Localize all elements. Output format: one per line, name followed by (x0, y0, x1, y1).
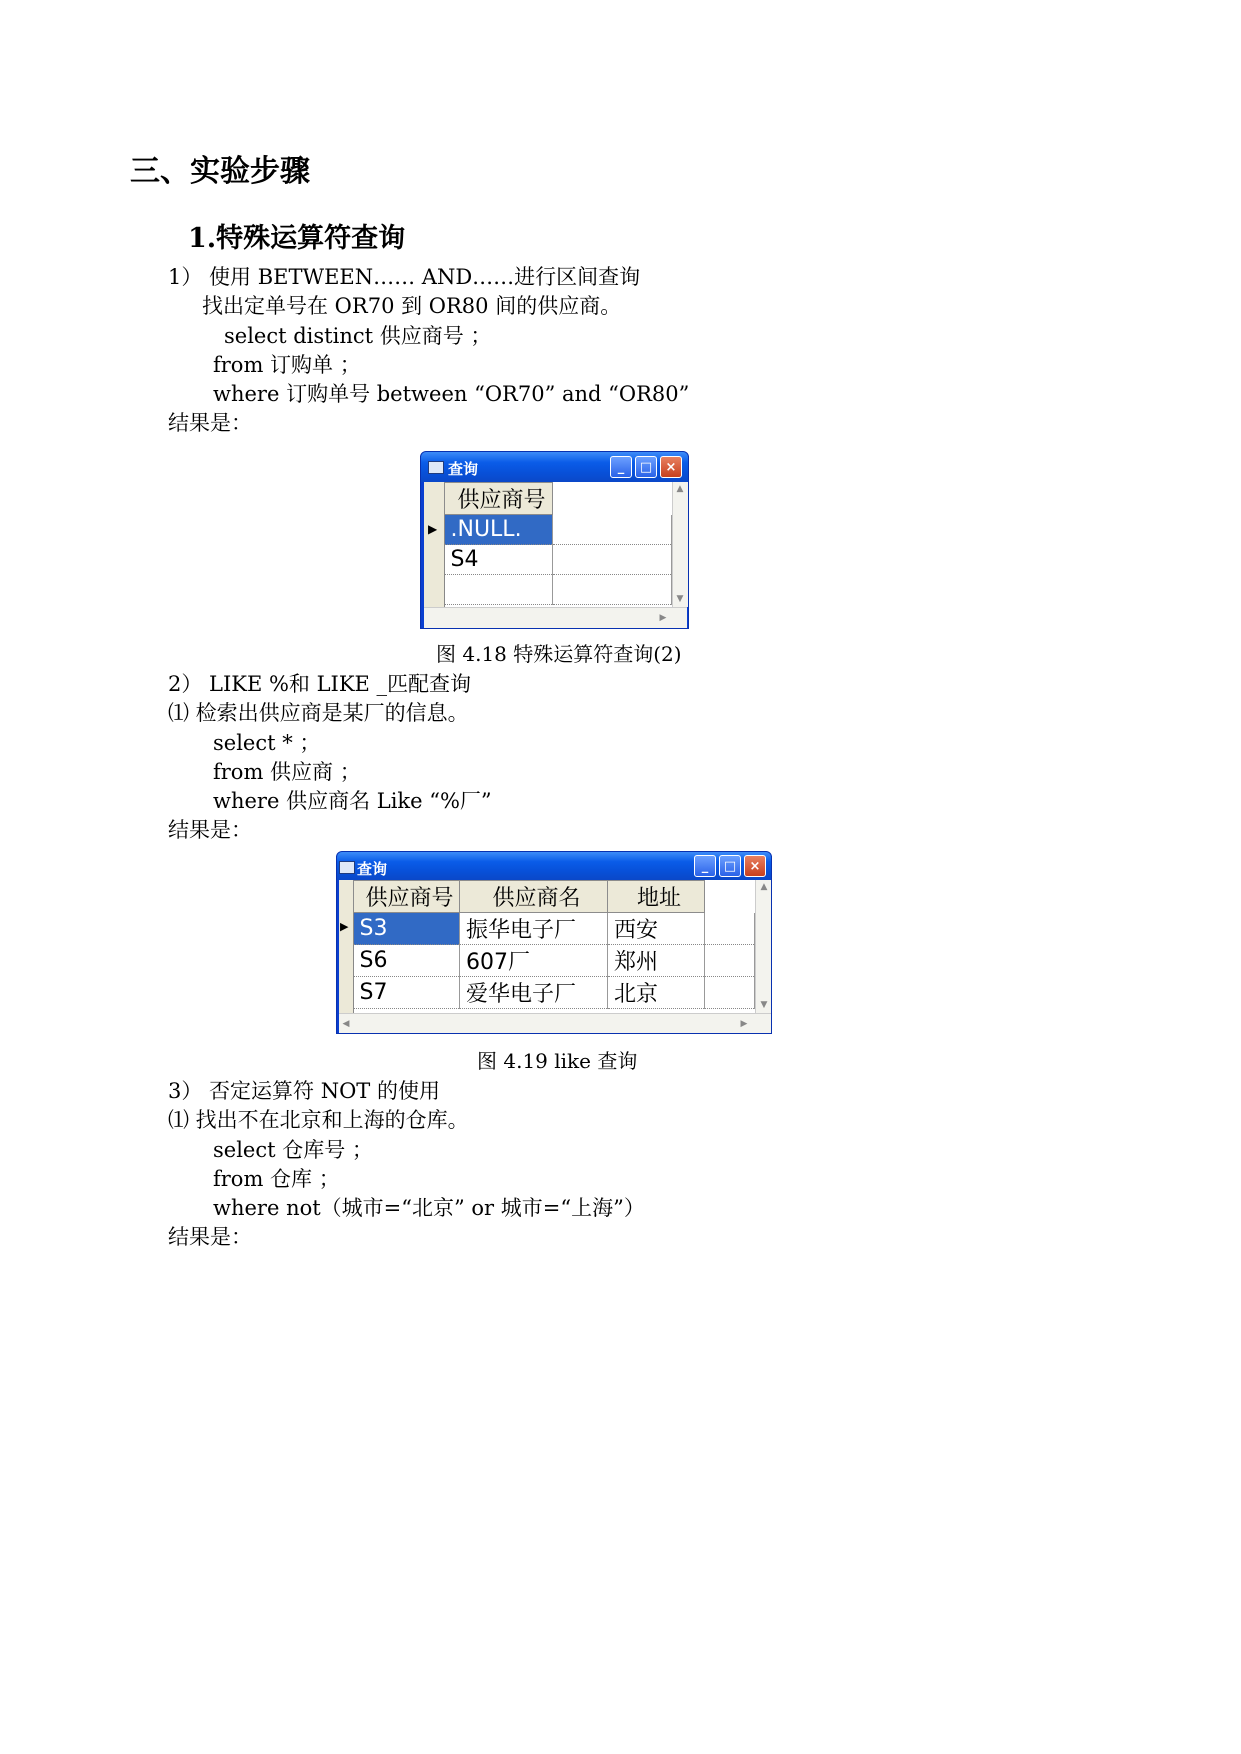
part1-title: 1） 使用 BETWEEN…… AND……进行区间查询 (168, 265, 641, 289)
part3-sql-line: select 仓库号 ； (213, 1138, 373, 1162)
grid-cell[interactable]: S3 (354, 913, 460, 945)
grid-cell[interactable]: 爱华电子厂 (460, 977, 608, 1009)
part2-title: 2） LIKE %和 LIKE _匹配查询 (168, 672, 472, 696)
horizontal-scrollbar[interactable] (339, 1013, 771, 1034)
column-header[interactable]: 供应商名 (460, 881, 608, 913)
part2-desc: ⑴ 检索出供应商是某厂的信息。 (168, 701, 469, 725)
title-bar[interactable] (421, 452, 688, 482)
window-title: 查询 (448, 460, 479, 478)
scroll-down-icon[interactable]: ▼ (676, 594, 684, 604)
grid-cell[interactable]: .NULL. (445, 515, 553, 545)
scroll-left-icon[interactable]: ◀ (342, 1019, 350, 1029)
result-grid-2[interactable] (353, 880, 755, 1009)
minimize-button[interactable]: _ (694, 855, 716, 877)
close-button[interactable]: × (744, 855, 766, 877)
title-bar[interactable] (337, 852, 771, 880)
scroll-up-icon[interactable]: ▲ (676, 484, 684, 494)
part3-title: 3） 否定运算符 NOT 的使用 (168, 1079, 440, 1103)
part3-sql-line: from 仓库 ； (213, 1167, 340, 1191)
column-header-empty (705, 881, 755, 913)
grid-cell-empty (553, 545, 672, 575)
subsection-heading: 1.特殊运算符查询 (188, 223, 406, 254)
grid-cell[interactable]: 郑州 (608, 945, 705, 977)
part1-sql-line: select distinct 供应商号 ； (224, 324, 492, 348)
grid-cell-empty (445, 575, 553, 605)
column-header-empty (553, 483, 672, 515)
scroll-up-icon[interactable]: ▲ (760, 882, 768, 892)
horizontal-scrollbar[interactable] (424, 607, 687, 628)
maximize-button[interactable]: □ (635, 456, 657, 478)
query-window-1[interactable] (420, 451, 689, 629)
minimize-button[interactable]: _ (610, 456, 632, 478)
vertical-scrollbar[interactable] (672, 482, 688, 607)
grid-cell-empty (705, 913, 755, 945)
grid-cell-empty (553, 575, 672, 605)
section-heading: 三、实验步骤 (130, 154, 310, 189)
part1-sql-line: from 订购单 ； (213, 353, 361, 377)
part3-sql-line: where not（城市=“北京” or 城市=“上海”） (213, 1196, 645, 1220)
part1-desc: 找出定单号在 OR70 到 OR80 间的供应商。 (202, 294, 622, 318)
grid-cell[interactable]: S4 (445, 545, 553, 575)
vertical-scrollbar[interactable] (755, 880, 772, 1013)
part1-sql-line: where 订购单号 between “OR70” and “OR80” (213, 382, 690, 406)
part3-result-label: 结果是： (168, 1225, 252, 1249)
part2-sql-line: select * ； (213, 731, 321, 755)
window-title: 查询 (357, 860, 388, 878)
grid-cell[interactable]: S7 (354, 977, 460, 1009)
grid-cell-empty (553, 515, 672, 545)
current-row-arrow-icon: ▶ (340, 920, 349, 933)
part2-sql-line: where 供应商名 Like “%厂” (213, 789, 492, 813)
maximize-button[interactable]: □ (719, 855, 741, 877)
grid-cell[interactable]: 北京 (608, 977, 705, 1009)
scroll-right-icon[interactable]: ▶ (659, 613, 667, 623)
column-header[interactable]: 供应商号 (445, 483, 553, 515)
column-header[interactable]: 供应商号 (354, 881, 460, 913)
result-grid-1[interactable] (444, 482, 672, 605)
part3-desc: ⑴ 找出不在北京和上海的仓库。 (168, 1108, 469, 1132)
column-header[interactable]: 地址 (608, 881, 705, 913)
figure-caption: 图 4.19 like 查询 (477, 1049, 638, 1073)
scroll-right-icon[interactable]: ▶ (740, 1019, 748, 1029)
row-header-column (424, 482, 445, 607)
part2-result-label: 结果是： (168, 818, 252, 842)
part1-result-label: 结果是： (168, 411, 252, 435)
window-icon (428, 461, 444, 474)
current-row-arrow-icon: ▶ (428, 522, 438, 536)
row-header-column (339, 880, 354, 1013)
figure-caption: 图 4.18 特殊运算符查询(2) (436, 642, 682, 666)
grid-cell-empty (705, 977, 755, 1009)
grid-area (424, 482, 687, 627)
grid-cell[interactable]: 西安 (608, 913, 705, 945)
close-button[interactable]: × (660, 456, 682, 478)
window-icon (339, 861, 355, 874)
grid-cell-empty (705, 945, 755, 977)
grid-cell[interactable]: 607厂 (460, 945, 608, 977)
grid-area (339, 880, 771, 1033)
part2-sql-line: from 供应商 ； (213, 760, 361, 784)
query-window-2[interactable] (336, 851, 772, 1034)
scroll-down-icon[interactable]: ▼ (760, 1000, 768, 1010)
grid-cell[interactable]: 振华电子厂 (460, 913, 608, 945)
grid-cell[interactable]: S6 (354, 945, 460, 977)
